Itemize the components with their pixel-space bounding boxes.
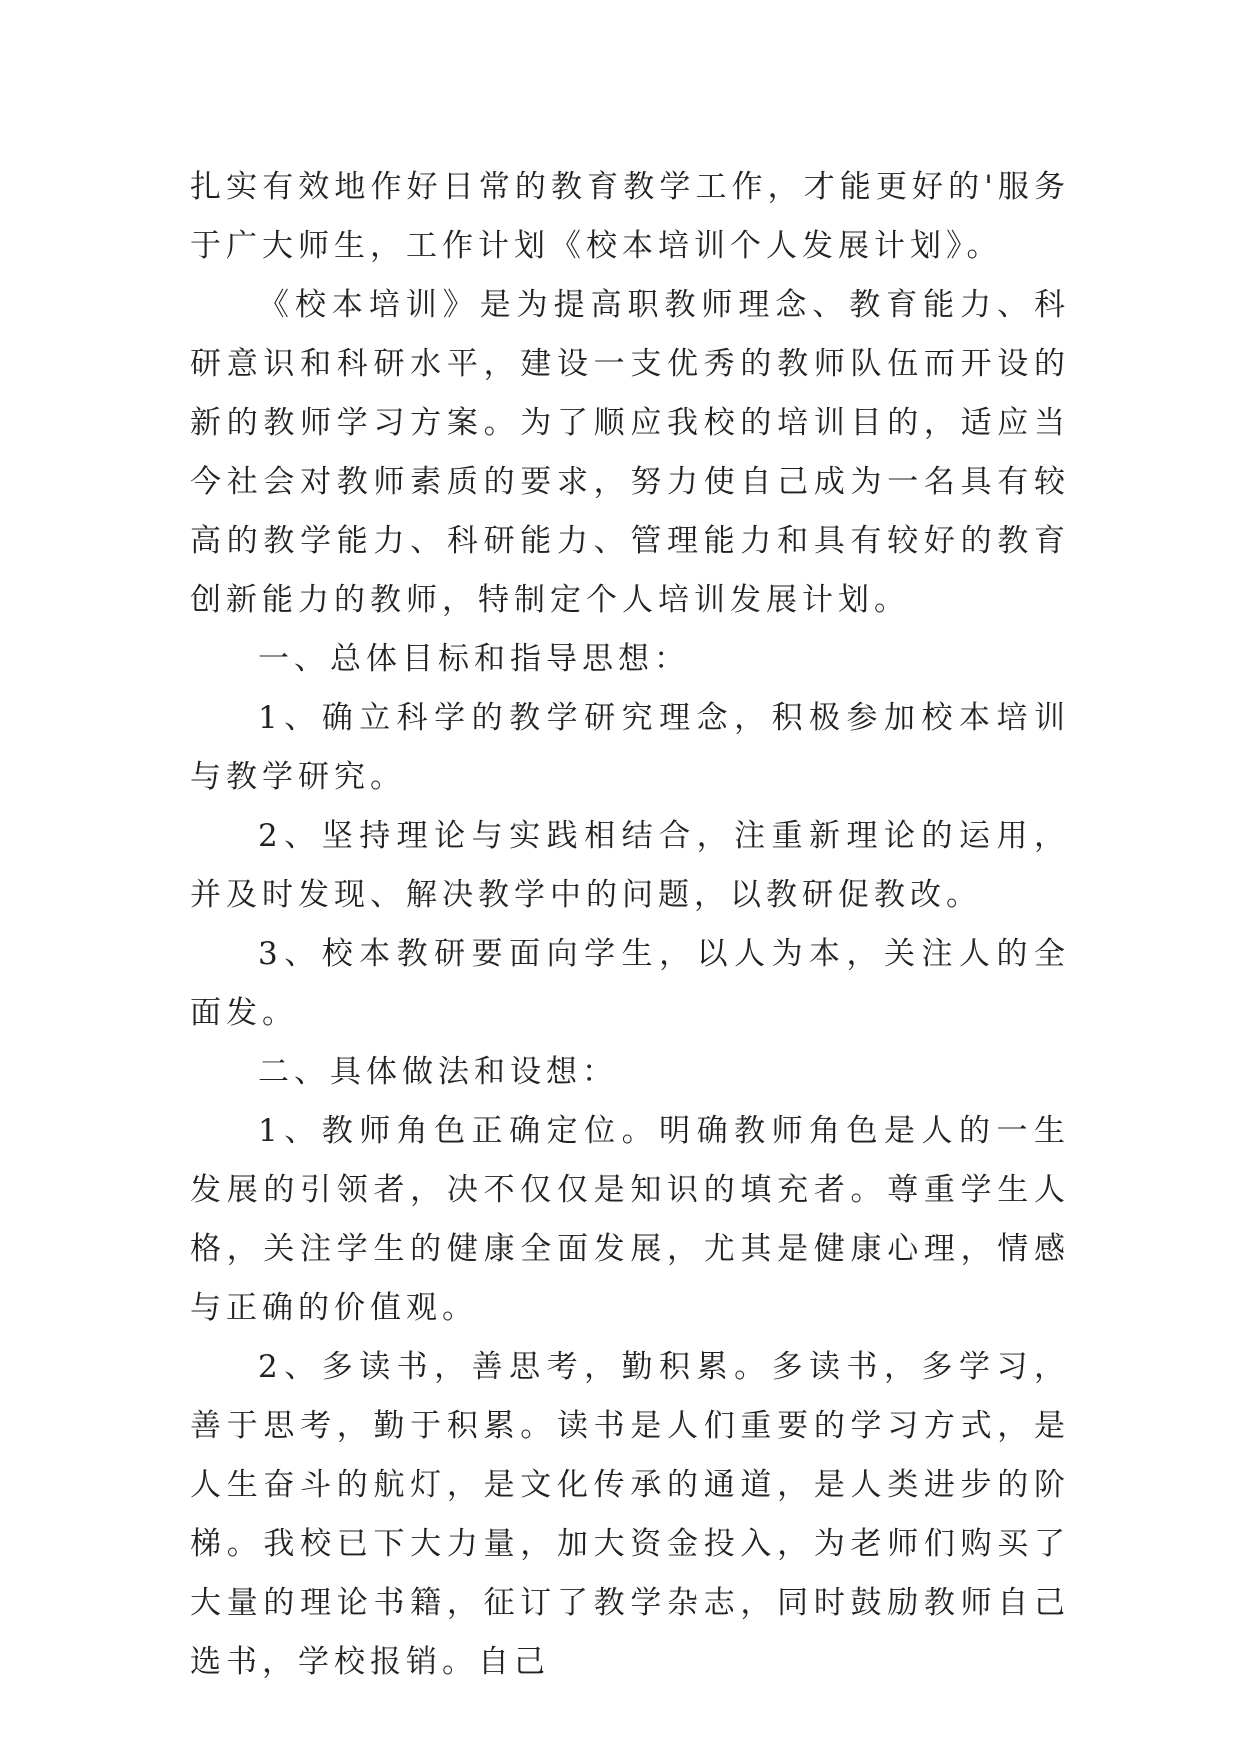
list-item-method-1: 1、教师角色正确定位。明确教师角色是人的一生发展的引领者，决不仅仅是知识的填充者。尊重学生人格，关注学生的健康全面发展，尤其是健康心理，情感与正确的价值观。 <box>190 1113 1070 1326</box>
section-heading-goals: 一、总体目标和指导思想： <box>258 641 690 677</box>
document-body <box>190 158 1070 1692</box>
paragraph-intro-continued: 扎实有效地作好日常的教育教学工作，才能更好的'服务于广大师生，工作计划《校本培训个人发展计划》。 <box>190 169 1070 264</box>
list-item-goal-2: 2、坚持理论与实践相结合，注重新理论的运用，并及时发现、解决教学中的问题，以教研促教改。 <box>190 818 1070 913</box>
section-heading-methods: 二、具体做法和设想： <box>258 1054 618 1090</box>
list-item-method-2: 2、多读书，善思考，勤积累。多读书，多学习，善于思考，勤于积累。读书是人们重要的学习方式，是人生奋斗的航灯，是文化传承的通道，是人类进步的阶梯。我校已下大力量，加大资金投入，为老师们购买了大量的理论书籍，征订了教学杂志，同时鼓励教师自己选书，学校报销。自己 <box>190 1349 1070 1680</box>
paragraph-purpose: 《校本培训》是为提高职教师理念、教育能力、科研意识和科研水平，建设一支优秀的教师队伍而开设的新的教师学习方案。为了顺应我校的培训目的，适应当今社会对教师素质的要求，努力使自己成为一名具有较高的教学能力、科研能力、管理能力和具有较好的教育创新能力的教师，特制定个人培训发展计划。 <box>190 287 1070 618</box>
list-item-goal-1: 1、确立科学的教学研究理念，积极参加校本培训与教学研究。 <box>190 700 1070 795</box>
list-item-goal-3: 3、校本教研要面向学生，以人为本，关注人的全面发。 <box>190 936 1070 1031</box>
